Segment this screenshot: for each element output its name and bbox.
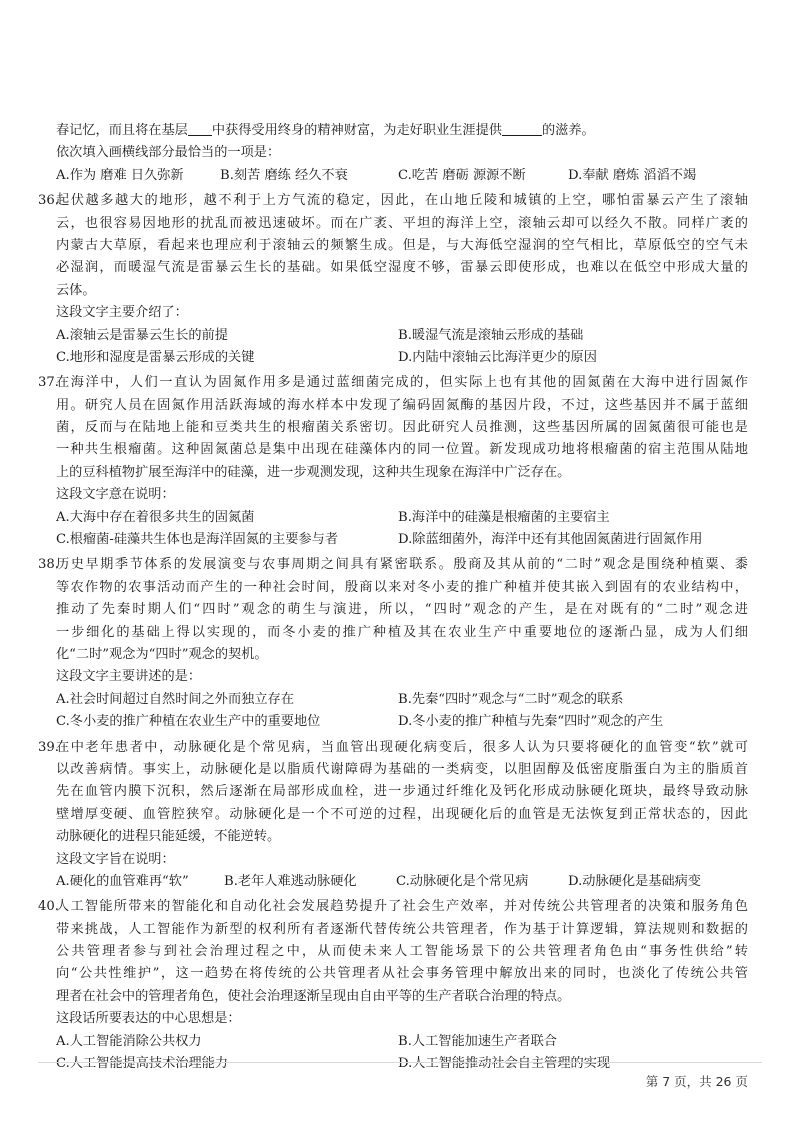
q39-options	[38, 871, 748, 893]
q35-options	[38, 165, 748, 187]
q35-stem-tail	[38, 120, 748, 142]
q40-line-1	[38, 896, 748, 918]
q35-text-part2: 中获得受用终身的精神财富，为走好职业生涯提供	[211, 123, 502, 138]
q37-option-d: D.除蓝细菌外，海洋中还有其他固氮菌进行固氮作用	[398, 532, 703, 548]
q38-option-c: C.冬小麦的推广种植在农业生产中的重要地位	[56, 714, 321, 730]
q40-prompt: 这段话所要表达的中心思想是：	[56, 1011, 241, 1027]
q36-text-line: 云，也很容易因地形的扰乱而被迅速破坏。而在广袤、平坦的海洋上空，滚轴云却可以经久不散。同样广袤的	[56, 215, 748, 231]
q40-option-b: B.人工智能加速生产者联合	[398, 1033, 557, 1049]
q40-options-row-2	[38, 1053, 748, 1075]
q40-text-line: 理者在社会中的管理者角色，使社会治理逐渐呈现由自由平等的生产者联合治理的特点。	[56, 988, 571, 1004]
q38-options-row-2	[38, 711, 748, 733]
q36-option-c: C.地形和湿度是雷暴云形成的关键	[56, 349, 255, 365]
q38-option-a: A.社会时间超过自然时间之外而独立存在	[56, 691, 294, 707]
q36-line-1	[38, 190, 748, 212]
q39-text-line: 壁增厚变硬、血管腔狭窄。动脉硬化是一个不可逆的过程，出现硬化后的血管是无法恢复到正常状态的，因此	[56, 806, 748, 822]
q38-number: 38.	[38, 557, 59, 573]
q35-text-part3: 的滋养。	[542, 123, 595, 138]
q36-text-line: 必湿润，而暖湿气流是雷暴云生长的基础。如果低空湿度不够，雷暴云即使形成，也难以在低空中形成大量的	[56, 260, 748, 276]
q39-option-d: D.动脉硬化是基础病变	[568, 873, 701, 889]
q36-text-line: 云体。	[56, 282, 96, 298]
q39-text-line: 在中老年患者中，动脉硬化是个常见病，当血管出现硬化病变后，很多人认为只要将硬化的血管变“软”就可	[56, 739, 748, 755]
q38-text-line: 历史早期季节体系的发展演变与农事周期之间具有紧密联系。殷商及其从前的“二时”观念是围绕种植粟、黍	[56, 557, 748, 573]
q38-text-line: 一步细化的基础上得以实现的，而冬小麦的推广种植及其在农业生产中重要地位的逐渐凸显，成为人们细	[56, 624, 748, 640]
q37-text-line: 上的豆科植物扩展至海洋中的硅藻，进一步观测发现，这种共生现象在海洋中广泛存在。	[56, 464, 571, 480]
q36-text-line: 内蒙古大草原，看起来也理应利于滚轴云的频繁生成。但是，与大海低空湿润的空气相比，草原低空的空气未	[56, 237, 748, 253]
q37-option-a: A.大海中存在着很多共生的固氮菌	[56, 509, 255, 525]
q35-blank-2	[502, 121, 542, 136]
q39-line-1	[38, 737, 748, 759]
q37-option-b: B.海洋中的硅藻是根瘤菌的主要宿主	[398, 509, 610, 525]
q36-options-row-1	[38, 325, 748, 347]
footer-divider	[38, 1062, 762, 1063]
q40-option-c: C.人工智能提高技术治理能力	[56, 1056, 229, 1072]
q37-options-row-1	[38, 507, 748, 529]
q39-prompt: 这段文字旨在说明：	[56, 851, 175, 867]
q35-option-b: B.刻苦 磨练 经久不衰	[220, 167, 348, 183]
q39-text-line: 动脉硬化的进程只能延缓，不能逆转。	[56, 829, 281, 845]
q36-number: 36.	[38, 193, 59, 209]
q38-option-d: D.冬小麦的推广种植与先秦“四时”观念的产生	[398, 714, 664, 730]
q37-text-line: 一种共生根瘤菌。这种固氮菌总是集中出现在硅藻体内的同一位置。新发现成功地将根瘤菌的宿主范围从陆地	[56, 442, 748, 458]
q38-options-row-1	[38, 689, 748, 711]
q40-option-d: D.人工智能推动社会自主管理的实现	[398, 1056, 611, 1072]
q36-prompt: 这段文字主要介绍了：	[56, 305, 188, 321]
q38-text-line: 推动了先秦时期人们“四时”观念的萌生与演进，所以，“四时”观念的产生，是在对既有的“二时”观念进	[56, 602, 748, 618]
q36-option-a: A.滚轴云是雷暴云生长的前提	[56, 327, 228, 343]
q36-options-row-2	[38, 347, 748, 369]
q39-option-b: B.老年人难逃动脉硬化	[224, 873, 357, 889]
q40-options-row-1	[38, 1031, 748, 1053]
q36-option-b: B.暖湿气流是滚轴云形成的基础	[398, 327, 584, 343]
q40-text-line: 公共管理者参与到社会治理过程之中，从而使未来人工智能场景下的公共管理者角色由“事务性供给”转	[56, 944, 748, 960]
q35-text-part1: 春记忆，而且将在基层	[56, 123, 188, 138]
q37-option-c: C.根瘤菌-硅藻共生体也是海洋固氮的主要参与者	[56, 532, 339, 548]
q40-number: 40.	[38, 899, 59, 915]
q39-option-a: A.硬化的血管难再“软”	[56, 873, 189, 889]
q35-blank-1	[188, 121, 212, 136]
q38-line-1	[38, 554, 748, 576]
q38-option-b: B.先秦“四时”观念与“二时”观念的联系	[398, 691, 624, 707]
q38-text-line: 等农作物的农事活动而产生的一种社会时间，殷商以来对冬小麦的推广种植并使其嵌入到固有的农业结构中，	[56, 579, 748, 595]
q40-text-line: 带来挑战，人工智能作为新型的权利所有者逐渐代替传统公共管理者，作为基于计算逻辑，算法规则和数据的	[56, 921, 748, 937]
q39-number: 39.	[38, 739, 59, 755]
q35-prompt: 依次填入画横线部分最恰当的一项是：	[56, 145, 281, 161]
page-number: 第 7 页，共 26 页	[645, 1074, 748, 1089]
q37-options-row-2	[38, 529, 748, 551]
q40-text-line: 向“公共性维护”，这一趋势在将传统的公共管理者从社会事务管理中解放出来的同时，也淡化了传统公共管	[56, 966, 748, 982]
q35-option-a: A.作为 磨难 日久弥新	[56, 167, 184, 183]
q37-number: 37.	[38, 375, 59, 391]
q35-option-d: D.奉献 磨炼 滔滔不竭	[568, 167, 697, 183]
q37-text-line: 用。研究人员在固氮作用活跃海域的海水样本中发现了编码固氮酶的基因片段，不过，这些基因并不属于蓝细	[56, 397, 748, 413]
q37-line-1	[38, 372, 748, 394]
q40-text-line: 人工智能所带来的智能化和自动化社会发展趋势提升了社会生产效率，并对传统公共管理者的决策和服务角色	[56, 899, 748, 915]
q40-option-a: A.人工智能消除公共权力	[56, 1033, 202, 1049]
page-content	[38, 120, 748, 1075]
q37-prompt: 这段文字意在说明：	[56, 487, 175, 503]
q39-text-line: 先在血管内膜下沉积，然后逐渐在局部形成血栓，进一步通过纤维化及钙化形成动脉硬化斑块，最终导致动脉	[56, 784, 748, 800]
q39-text-line: 以改善病情。事实上，动脉硬化是以脂质代谢障碍为基础的一类病变，以胆固醇及低密度脂蛋白为主的脂质首	[56, 761, 748, 777]
q37-text-line: 在海洋中，人们一直认为固氮作用多是通过蓝细菌完成的，但实际上也有其他的固氮菌在大海中进行固氮作	[56, 375, 748, 391]
q36-text-line: 起伏越多越大的地形，越不利于上方气流的稳定，因此，在山地丘陵和城镇的上空，哪怕雷暴云产生了滚轴	[56, 193, 748, 209]
q39-option-c: C.动脉硬化是个常见病	[396, 873, 529, 889]
q35-option-c: C.吃苦 磨砺 源源不断	[398, 167, 526, 183]
q37-text-line: 菌，反而与在陆地上能和豆类共生的根瘤菌关系密切。因此研究人员推测，这些基因所属的固氮菌很可能也是	[56, 420, 748, 436]
q38-prompt: 这段文字主要讲述的是：	[56, 669, 202, 685]
q36-option-d: D.内陆中滚轴云比海洋更少的原因	[398, 349, 597, 365]
q38-text-line: 化“二时”观念为“四时”观念的契机。	[56, 646, 268, 662]
